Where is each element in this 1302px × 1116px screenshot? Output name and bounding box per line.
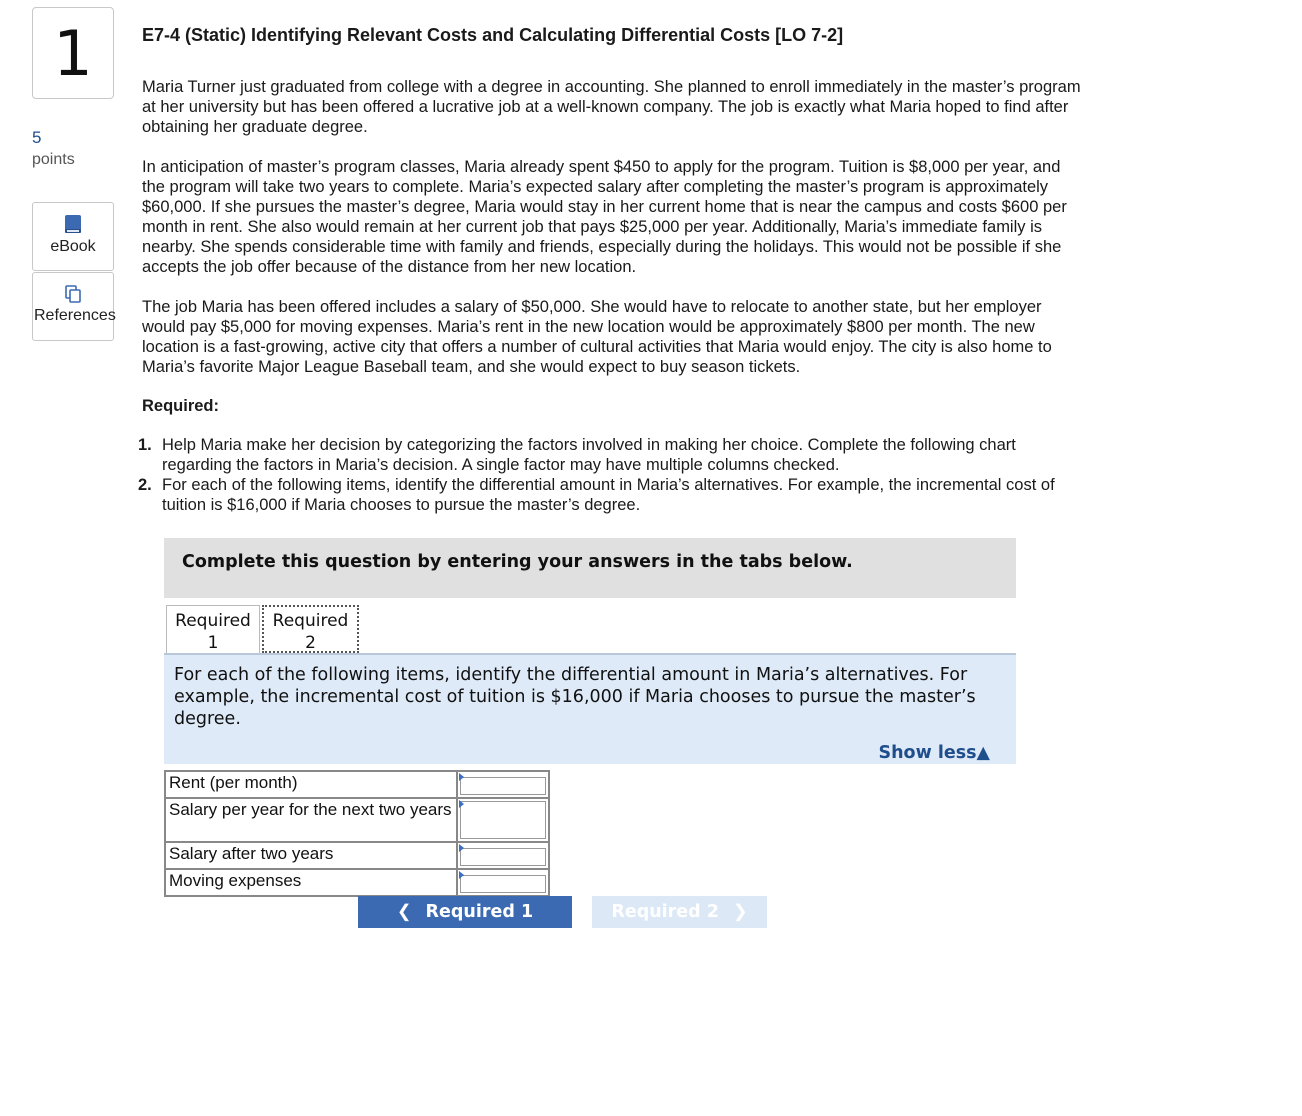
tab-label-line2: 1 bbox=[207, 633, 219, 653]
row-label: Rent (per month) bbox=[165, 771, 457, 798]
table-row bbox=[165, 869, 549, 896]
show-less-label: Show less bbox=[878, 743, 977, 763]
ebook-button[interactable] bbox=[32, 202, 114, 271]
show-less-link[interactable] bbox=[878, 742, 990, 764]
moving-expenses-input[interactable] bbox=[460, 875, 546, 893]
tab-required-1[interactable] bbox=[166, 605, 260, 653]
salary-after-two-years-input[interactable] bbox=[460, 848, 546, 866]
answer-cell bbox=[457, 842, 549, 869]
references-button[interactable] bbox=[32, 272, 114, 341]
problem-title: E7-4 (Static) Identifying Relevant Costs and Calculating Differential Costs [LO 7-2] bbox=[142, 25, 844, 45]
tab-required-2[interactable] bbox=[262, 605, 359, 653]
chevron-left-icon: ❮ bbox=[396, 902, 412, 922]
requirements-list bbox=[138, 435, 1082, 515]
instructions-panel bbox=[164, 655, 1016, 764]
chevron-right-icon: ❯ bbox=[732, 902, 748, 922]
rent-input[interactable] bbox=[460, 777, 546, 795]
requirement-number: 1. bbox=[138, 436, 152, 454]
tab-label-line2: 2 bbox=[305, 633, 316, 653]
question-number: 1 bbox=[32, 7, 114, 99]
answer-cell bbox=[457, 798, 549, 842]
answer-cell bbox=[457, 869, 549, 896]
prev-button-label: Required 1 bbox=[425, 902, 534, 922]
next-button-label: Required 2 bbox=[611, 902, 719, 922]
tabs-banner: Complete this question by entering your answers in the tabs below. bbox=[164, 538, 1016, 598]
table-row bbox=[165, 771, 549, 798]
problem-paragraph: The job Maria has been offered includes a salary of $50,000. She would have to relocate to another state, but her employer would pay $5,000 for moving expenses. Maria’s rent in the new location would be approximately $800 per month. The new location is a fast-growing, active city that offers a number of cultural activities that Maria would enjoy. The city is also home to Maria’s favorite Major League Baseball team, and she would expect to buy season tickets. bbox=[142, 298, 1052, 376]
tab-label-line1: Required bbox=[272, 611, 349, 631]
table-row bbox=[165, 842, 549, 869]
points-value: 5 bbox=[32, 128, 42, 147]
required-heading: Required: bbox=[142, 397, 220, 415]
requirement-number: 2. bbox=[138, 476, 152, 494]
next-required-2-button[interactable] bbox=[592, 896, 767, 928]
problem-paragraph: In anticipation of master’s program classes, Maria already spent $450 to apply for the program. Tuition is $8,000 per year, and the program will take two years to complete. Maria’s expected salary after completing the master’s program is approximately $60,000. If she pursues the master’s degree, Maria would stay in her current home that is near the campus and costs $600 per month in rent. She also would remain at her current job that pays $25,000 per year. Additionally, Maria’s immediate family is nearby. She spends considerable time with family and friends, especially during the holidays. This would not be possible if she accepts the job offer because of the distance from her new location. bbox=[142, 158, 1067, 276]
requirement-item bbox=[138, 435, 1082, 475]
points-label: points bbox=[32, 151, 75, 168]
tab-label-line1: Required bbox=[175, 611, 251, 631]
salary-next-two-years-input[interactable] bbox=[460, 801, 546, 839]
table-row bbox=[165, 798, 549, 842]
answer-cell bbox=[457, 771, 549, 798]
triangle-up-icon: ▲ bbox=[976, 743, 990, 763]
prev-required-1-button[interactable] bbox=[358, 896, 572, 928]
book-icon bbox=[64, 214, 82, 234]
requirement-text: For each of the following items, identify the differential amount in Maria’s alternatives. For example, the incremental cost of tuition is $16,000 if Maria chooses to pursue the master’s degree. bbox=[162, 476, 1055, 514]
requirement-item bbox=[138, 475, 1082, 515]
row-label: Salary per year for the next two years bbox=[165, 798, 457, 842]
copy-pages-icon bbox=[64, 284, 82, 304]
requirement-text: Help Maria make her decision by categorizing the factors involved in making her choice. Complete the following chart regarding the factors in Maria’s decision. A single factor may have multiple columns checked. bbox=[162, 436, 1016, 474]
ebook-label: eBook bbox=[50, 238, 96, 255]
problem-paragraph: Maria Turner just graduated from college with a degree in accounting. She planned to enroll immediately in the master’s program at her university but has been offered a lucrative job at a well-known company. The job is exactly what Maria hoped to find after obtaining her graduate degree. bbox=[142, 78, 1081, 136]
row-label: Salary after two years bbox=[165, 842, 457, 869]
instructions-text: For each of the following items, identify the differential amount in Maria’s alternatives. For example, the incremental cost of tuition is $16,000 if Maria chooses to pursue the master’s degree. bbox=[174, 665, 976, 729]
answer-table bbox=[164, 770, 550, 897]
references-label: References bbox=[34, 307, 116, 324]
row-label: Moving expenses bbox=[165, 869, 457, 896]
